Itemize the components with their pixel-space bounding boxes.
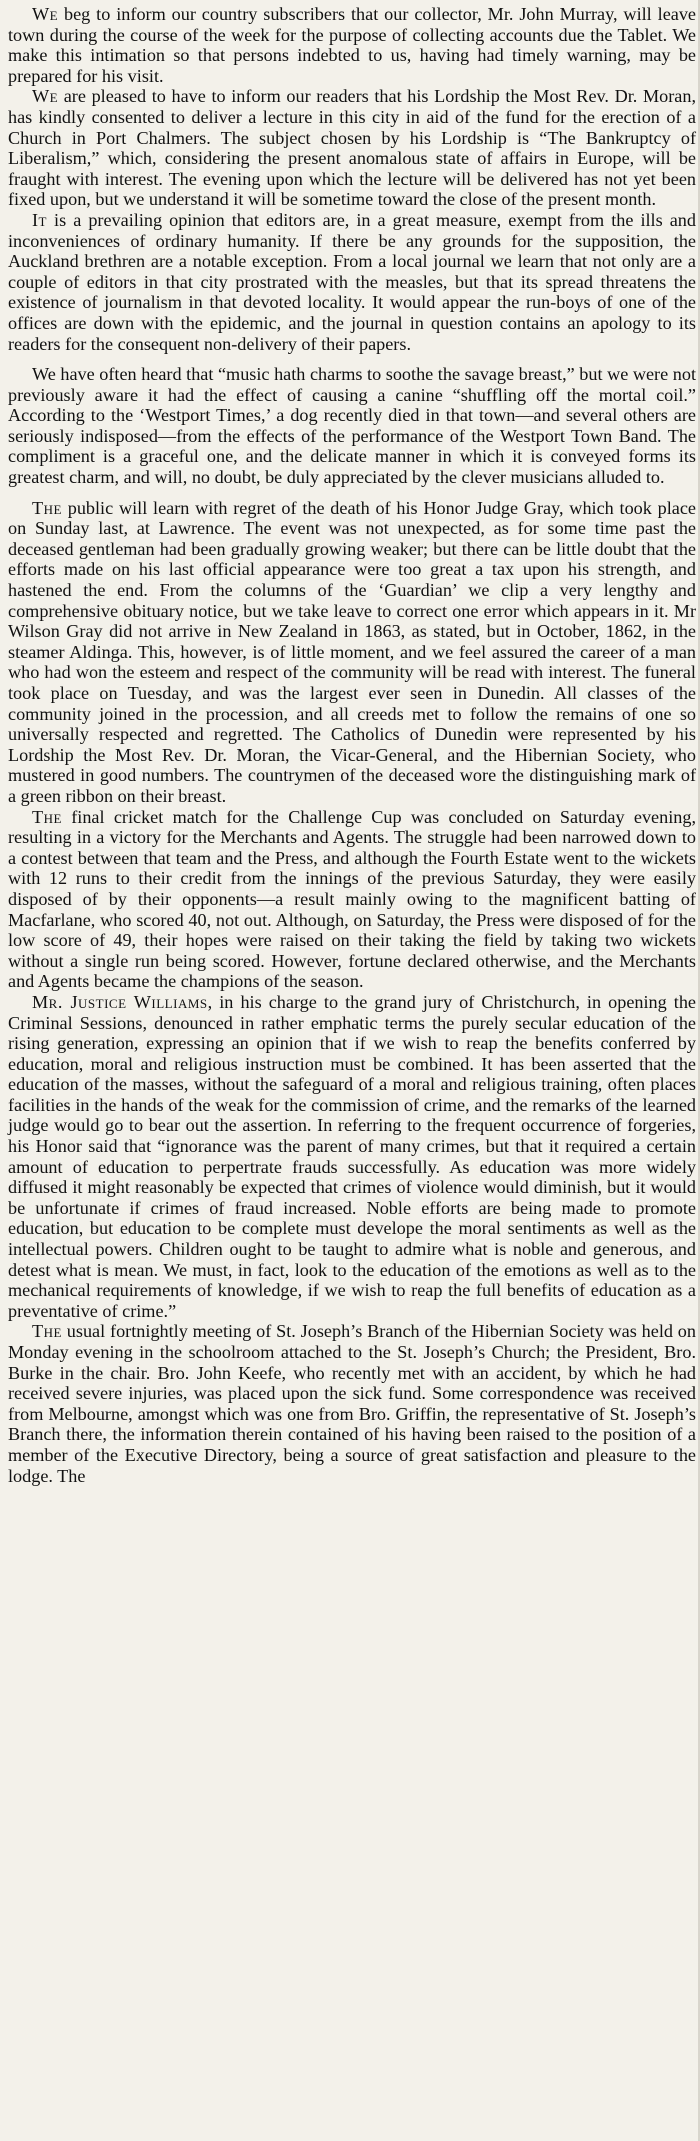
- paragraph-collector: [8, 4, 696, 86]
- paragraph-editors: [8, 210, 696, 354]
- lead-word: We: [32, 4, 59, 24]
- lead-word: The: [32, 1321, 62, 1342]
- paragraph-text: is a prevailing opinion that editors are, in a great measure, exempt from the ills and inconveniences of ordinary humanity. If there be any grounds for the supposition, the Auckland brethren are a notable exception. From a local journal we learn that not only are a couple of editors in that city prostrated with the measles, but that its spread threatens the existence of journalism in that devoted locality. It would appear the run-boys of one of the offices are down with the epidemic, and the journal in question contains an apology to its readers for the consequent non-delivery of their papers.: [8, 209, 696, 354]
- paragraph-text: , in his charge to the grand jury of Christchurch, in opening the Criminal Sessions, denounced in rather emphatic terms the purely secular education of the rising generation, expressing an opinion that if we wish to reap the benefits conferred by education, moral and religious instruction must be combined. It has been asserted that the education of the masses, without the safeguard of a moral and religious training, often places facilities in the hands of the weak for the commission of crime, and the remarks of the learned judge would go to bear out the assertion. In referring to the frequent occurrence of forgeries, his Honor said that “ignorance was the parent of many crimes, but that it required a certain amount of education to perpertrate frauds successfully. As education was more widely diffused it might reasonably be expected that crimes of violence would diminish, but it would be unfortunate if crimes of fraud increased. Noble efforts are being made to promote education, but education to be complete must develope the moral sentiments as well as the intellectual powers. Children ought to be taught to admire what is noble and generous, and detest what is mean. We must, in fact, look to the education of the emotions as well as to the mechanical requirements of knowledge, if we wish to reap the full benefits of education as a preventative of crime.”: [8, 991, 697, 1321]
- lead-word: Mr. Justice Williams: [32, 991, 208, 1012]
- news-column: [8, 4, 696, 1486]
- lead-word: The: [32, 497, 62, 518]
- paragraph-text: We have often heard that “music hath charms to soothe the savage breast,” but we were not previously aware it had the effect of causing a canine “shuffling off the mortal coil.” According to the ‘Westport Times,’ a dog recently died in that town—and several others are seriously indisposed—from the effects of the performance of the Westport Town Band. The compliment is a graceful one, and the delicate manner in which it is conveyed forms its greatest charm, and will, no doubt, be duly appreciated by the clever musicians alluded to.: [8, 364, 696, 488]
- paragraph-judge-gray: [8, 498, 696, 807]
- paragraph-justice-williams: [8, 992, 696, 1322]
- paragraph-text: are pleased to have to inform our readers that his Lordship the Most Rev. Dr. Moran, has kindly consented to deliver a lecture in this city in aid of the fund for the erection of a Church in Port Chalmers. The subject chosen by his Lordship is “The Bankruptcy of Liberalism,” which, considering the present anomalous state of affairs in Europe, will be fraught with interest. The evening upon which the lecture will be delivered has not yet been fixed upon, but we understand it will be sometime toward the close of the present month.: [8, 86, 696, 210]
- lead-word: It: [32, 209, 47, 230]
- paragraph-lecture: [8, 86, 696, 210]
- paragraph-text: usual fortnightly meeting of St. Joseph’s Branch of the Hibernian Society was held on Monday evening in the schoolroom attached to the St. Joseph’s Church; the President, Bro. Burke in the chair. Bro. John Keefe, who recently met with an accident, by which he had received severe injuries, was placed upon the sick fund. Some correspondence was received from Melbourne, amongst which was one from Bro. Griffin, the representative of St. Joseph’s Branch there, the information therein contained of his having been raised to the position of a member of the Executive Directory, being a source of great satisfaction and pleasure to the lodge. The: [8, 1321, 696, 1486]
- paragraph-cricket: [8, 807, 696, 992]
- paragraph-text: final cricket match for the Challenge Cup was concluded on Saturday evening, resulting in a victory for the Merchants and Agents. The struggle had been narrowed down to a contest between that team and the Press, and although the Fourth Estate went to the wickets with 12 runs to their credit from the innings of the previous Saturday, they were easily disposed of by their opponents—a result mainly owing to the magnificent batting of Macfarlane, who scored 40, not out. Although, on Saturday, the Press were disposed of for the low score of 49, their hopes were raised on their taking the field by taking two wickets without a single run being scored. However, fortune declared otherwise, and the Merchants and Agents became the champions of the season.: [8, 806, 696, 992]
- lead-word: The: [32, 806, 62, 827]
- paragraph-hibernian: [8, 1321, 696, 1486]
- paragraph-text: public will learn with regret of the death of his Honor Judge Gray, which took place on Sunday last, at Lawrence. The event was not unexpected, as for some time past the deceased gentleman had been gradually growing weaker; but there can be little doubt that the efforts made on his last official appearance were too great a tax upon his strength, and hastened the end. From the columns of the ‘Guardian’ we clip a very lengthy and comprehensive obituary notice, but we take leave to correct one error which appears in it. Mr Wilson Gray did not arrive in New Zealand in 1863, as stated, but in October, 1862, in the steamer Aldinga. This, however, is of little moment, and we feel assured the career of a man who had won the esteem and respect of the community will be read with interest. The funeral took place on Tuesday, and was the largest ever seen in Dunedin. All classes of the community joined in the procession, and all creeds met to follow the remains of one so universally respected and regretted. The Catholics of Dunedin were represented by his Lordship the Most Rev. Dr. Moran, the Vicar-General, and the Hibernian Society, who mustered in good numbers. The countrymen of the deceased wore the distinguishing mark of a green ribbon on their breast.: [8, 497, 696, 806]
- lead-word: We: [32, 86, 59, 107]
- paragraph-text: beg to inform our country subscribers that our collector, Mr. John Murray, will leave town during the course of the week for the purpose of collecting accounts due the Tablet. We make this intimation so that persons indebted to us, having had timely warning, may be prepared for his visit.: [8, 4, 696, 86]
- paragraph-music: [8, 364, 696, 488]
